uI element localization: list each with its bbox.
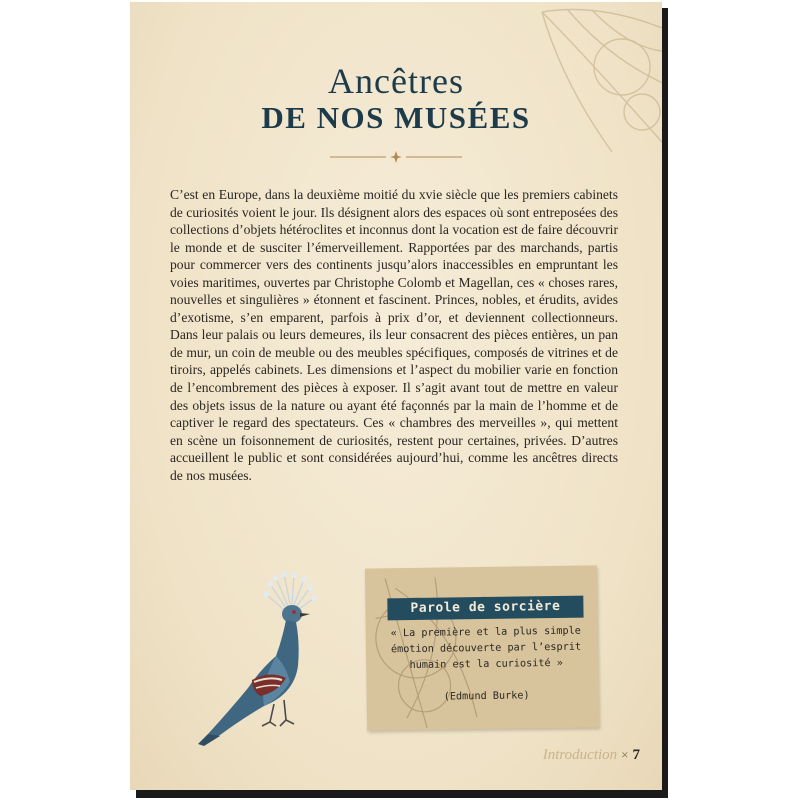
ornament-divider-icon <box>330 150 462 164</box>
quote-text: « La première et la plus simple émotion découverte par l’esprit humain est la curiosité » <box>390 625 582 672</box>
book-page <box>130 2 662 790</box>
page-footer <box>543 747 640 764</box>
quote-box <box>365 565 599 730</box>
page-number: 7 <box>632 747 640 763</box>
body-paragraph: C’est en Europe, dans la deuxième moitié du xvie siècle que les premiers cabinets de curiosités voient le jour. Ils désignent alors des espaces où sont entreposées des collections d’objets hétéroclites et inconnus dont la vocation est de faire découvrir le monde et de susciter l’émerveillement. Rapportées par des marchands, partis pour commercer vers des continents jusqu’alors inaccessibles en empruntant les voies maritimes, ouvertes par Christophe Colomb et Magellan, ces « choses rares, nouvelles et singulières » étonnent et fascinent. Princes, nobles, et érudits, avides d’exotisme, s’en emparent, parfois à prix d’or, et deviennent collectionneurs. Dans leur palais ou leurs demeures, ils leur consacrent des pièces entières, un pan de mur, un coin de meuble ou des meubles spécifiques, composés de vitrines et de tiroirs, appelés cabinets. Les dimensions et l’aspect du mobilier varie en fonction de l’encombrement des pièces à exposer. Il s’agit avant tout de mettre en valeur des objets issus de la nature ou ayant été façonnés par la main de l’homme et de captiver le regard des spectateurs. Ces « chambres des merveilles », qui mettent en scène un foisonnement de curiosités, restent pour certaines, privées. D’autres accueillent le public et sont considérées aujourd’hui, comme les ancêtres directs de nos musées. <box>170 187 618 483</box>
footer-section-name: Introduction <box>542 747 618 763</box>
page-title-line2: DE NOS MUSÉES <box>261 100 531 135</box>
page-title-line1: Ancêtres <box>328 61 464 101</box>
quote-heading: Parole de sorcière <box>387 596 583 621</box>
footer-separator: × <box>621 747 629 762</box>
crowned-pigeon-illustration <box>190 570 330 748</box>
quote-author: (Edmund Burke) <box>443 690 530 703</box>
